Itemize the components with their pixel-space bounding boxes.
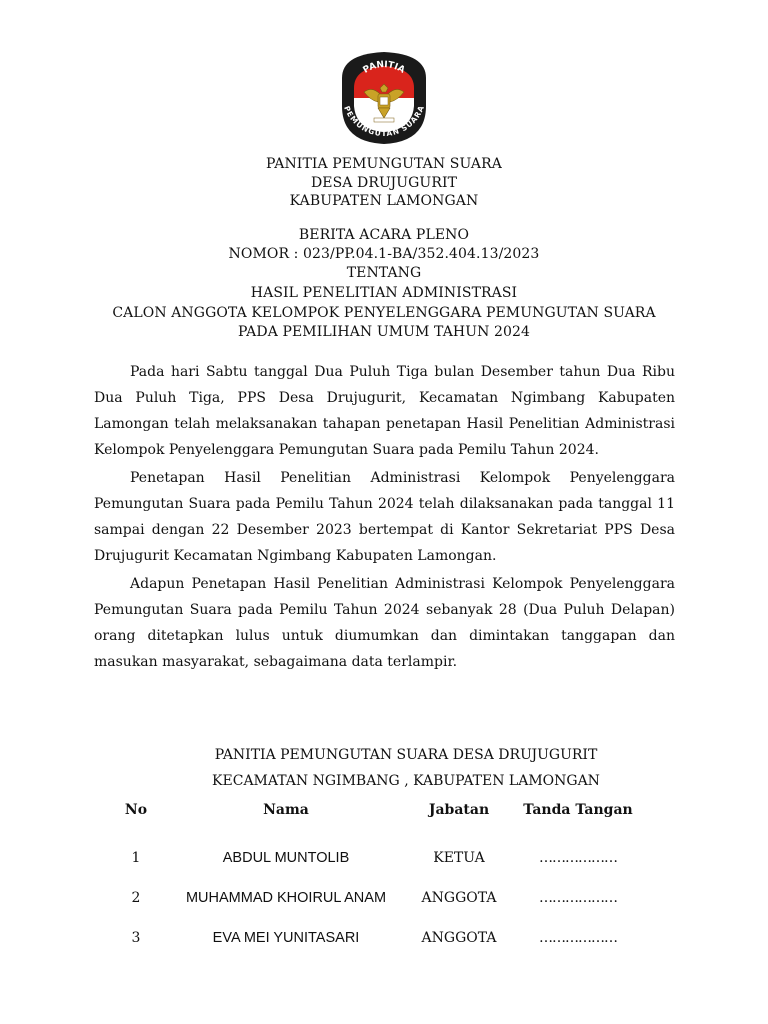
document-subject-line3: PADA PEMILIHAN UMUM TAHUN 2024 (237, 324, 531, 340)
body-text (94, 359, 675, 675)
document-subject-line2: CALON ANGGOTA KELOMPOK PENYELENGGARA PEMUNGUTAN SUARA (112, 305, 656, 321)
header-tanda-tangan: Tanda Tangan (523, 802, 633, 818)
table-row (105, 918, 643, 958)
document-subject-line1: HASIL PENELITIAN ADMINISTRASI (250, 285, 518, 301)
svg-text:PEMUNGUTAN SUARA: PEMUNGUTAN SUARA (342, 104, 426, 139)
ppk-panitia-emblem-icon (334, 48, 434, 148)
row-signature-line: ……………… (539, 930, 617, 946)
row-nama: EVA MEI YUNITASARI (212, 930, 360, 946)
row-signature-line: ……………… (539, 890, 617, 906)
paragraph-3: Adapun Penetapan Hasil Penelitian Administrasi Kelompok Penyelenggara Pemungutan Suara pada Pemilu Tahun 2024 sebanyak 28 (Dua Puluh Delapan) orang ditetapkan lulus untuk diumumkan dan dimintakan tanggapan dan masukan masyarakat, sebagaimana data terlampir. (94, 576, 675, 670)
row-no: 1 (131, 850, 141, 866)
row-no: 3 (131, 930, 141, 946)
header-no: No (124, 802, 148, 818)
paragraph-1: Pada hari Sabtu tanggal Dua Puluh Tiga bulan Desember tahun Dua Ribu Dua Puluh Tiga, PPS Desa Drujugurit, Kecamatan Ngimbang Kabupaten Lamongan telah melaksanakan tahapan penetapan Hasil Penelitian Administrasi Kelompok Penyelenggara Pemungutan Suara pada Pemilu Tahun 2024. (94, 364, 675, 458)
row-nama: ABDUL MUNTOLIB (222, 850, 350, 866)
table-header-row (105, 796, 643, 824)
paragraph-2: Penetapan Hasil Penelitian Administrasi Kelompok Penyelenggara Pemungutan Suara pada Pemilu Tahun 2024 telah dilaksanakan pada tanggal 11 sampai dengan 22 Desember 2023 bertempat di Kantor Sekretariat PPS Desa Drujugurit Kecamatan Ngimbang Kabupaten Lamongan. (94, 470, 675, 564)
signature-table (105, 796, 643, 958)
signature-block-subtitle: KECAMATAN NGIMBANG , KABUPATEN LAMONGAN (212, 773, 600, 789)
regency-name: KABUPATEN LAMONGAN (289, 193, 479, 209)
row-no: 2 (131, 890, 141, 906)
row-jabatan: KETUA (433, 850, 485, 866)
row-nama: MUHAMMAD KHOIRUL ANAM (185, 890, 387, 906)
row-signature-line: ……………… (539, 850, 617, 866)
table-row (105, 838, 643, 878)
row-jabatan: ANGGOTA (421, 930, 497, 946)
table-row (105, 878, 643, 918)
title-tentang: TENTANG (346, 265, 422, 281)
header-nama: Nama (263, 802, 309, 818)
village-name: DESA DRUJUGURIT (310, 175, 458, 191)
document-title: BERITA ACARA PLENO (298, 227, 470, 243)
row-jabatan: ANGGOTA (421, 890, 497, 906)
header-jabatan: Jabatan (428, 802, 490, 818)
institution-name: PANITIA PEMUNGUTAN SUARA (266, 156, 502, 172)
svg-text:PANITIA: PANITIA (361, 59, 407, 76)
document-number: NOMOR : 023/PP.04.1-BA/352.404.13/2023 (228, 246, 540, 262)
signature-block-title: PANITIA PEMUNGUTAN SUARA DESA DRUJUGURIT (214, 747, 598, 763)
